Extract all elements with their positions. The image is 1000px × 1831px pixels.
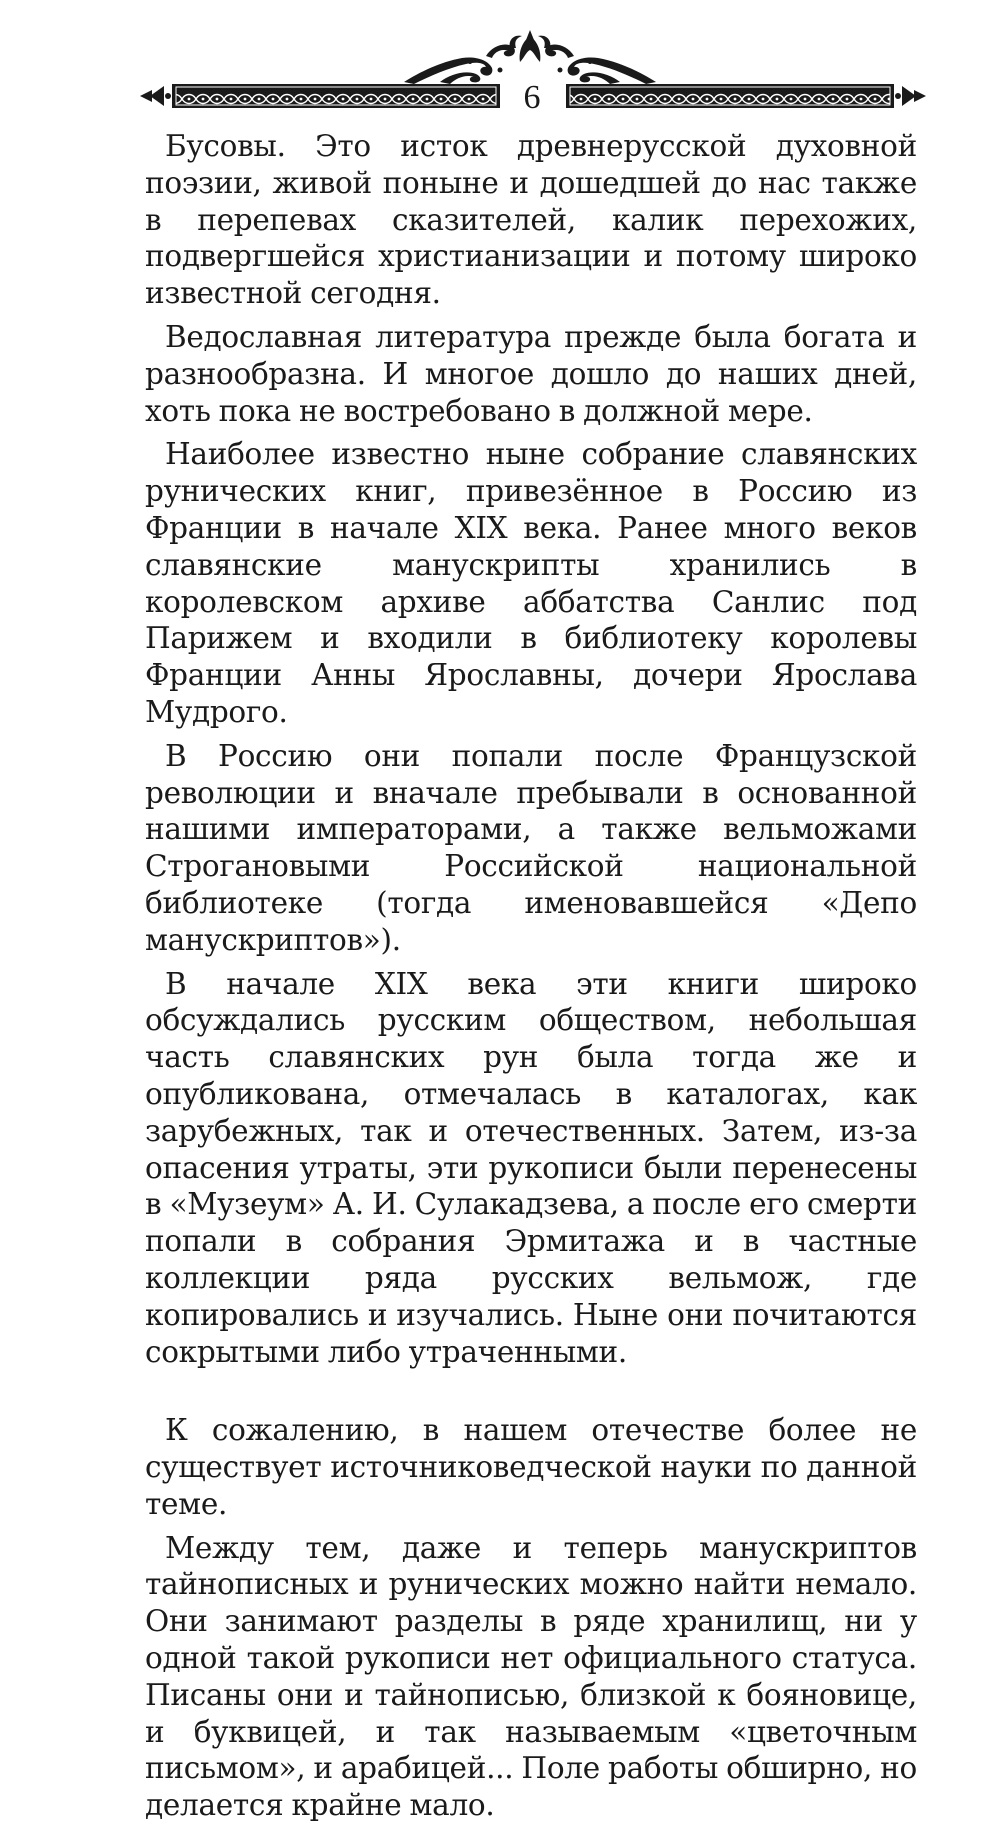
page-header-ornament: [0, 0, 1000, 130]
paragraph: Между тем, даже и теперь манускриптов тайнописных и рунических можно найти немало. Они занимают разделы в ряде хранилищ, ни у одной такой рукописи нет официального статуса. Писаны они и тайнописью, близкой к бояновице, и буквицей, и так называемым «цветочным письмом», и арабицей... Поле работы обширно, но делается крайне мало.: [145, 1530, 917, 1823]
paragraph: Ведославная литература прежде была богата и разнообразна. И многое дошло до наших дней, хоть пока не востребовано в должной мере.: [145, 319, 917, 428]
paragraph: Наиболее известно ныне собрание славянских рунических книг, привезённое в Россию из Франции в начале XIX века. Ранее много веков славянские манускрипты хранились в королевском архиве аббатства Санлис под Парижем и входили в библиотеку королевы Франции Анны Ярославны, дочери Ярослава Мудрого.: [145, 437, 917, 729]
paragraph: В начале XIX века эти книги широко обсуждались русским обществом, небольшая часть славянских рун была тогда же и опубликована, отмечалась в каталогах, как зарубежных, так и отечественных. Затем, из-за опасения утраты, эти рукописи были перенесены в «Музеум» А. И. Сулакадзева, а после его смерти попали в собрания Эрмитажа и в частные коллекции ряда русских вельмож, где копировались и изучались. Ныне они почитаются сокрытыми либо утраченными.: [145, 966, 917, 1369]
left-braid-bar: [172, 84, 500, 108]
page-number: 6: [523, 79, 541, 116]
left-scroll-flourish: [404, 36, 522, 84]
right-arrow-ornament: [895, 86, 926, 106]
paragraph: К сожалению, в нашем отечестве более не существует источниковедческой науки по данной теме.: [145, 1413, 917, 1521]
center-crown-ornament: [520, 30, 541, 62]
main-text: [145, 128, 917, 1831]
paragraph: Бусовы. Это исток древнерусской духовной поэзии, живой поныне и дошедшей до нас также в перепевах сказителей, калик перехожих, подвергшейся христианизации и потому широко известной сегодня.: [145, 129, 917, 311]
left-arrow-ornament: [140, 86, 171, 106]
right-scroll-flourish: [538, 36, 656, 84]
right-braid-bar: [566, 84, 894, 108]
paragraph: В Россию они попали после Французской революции и вначале пребывали в основанной нашими императорами, а также вельможами Строгановыми Российской национальной библиотеке (тогда именовавшейся «Депо манускриптов»).: [145, 738, 917, 957]
